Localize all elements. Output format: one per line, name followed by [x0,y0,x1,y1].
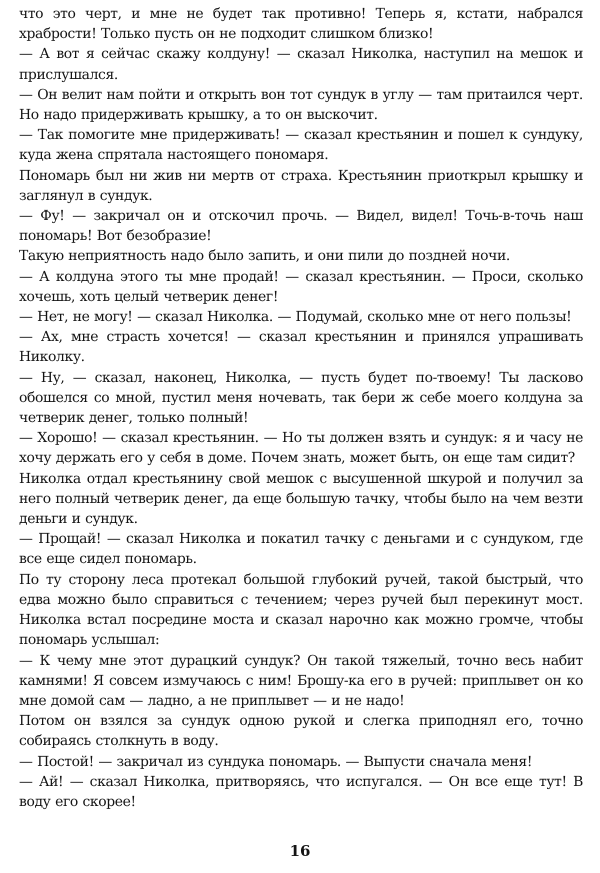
paragraph-1: что это черт, и мне не будет так противно! Теперь я, кстати, набрался храбрости! Только пусть он не подходит слишком близко! [19,6,583,43]
paragraph-10: — Ах, мне страсть хочется! — сказал крестьянин и принялся упрашивать Николку. [19,329,583,366]
paragraph-5: Пономарь был ни жив ни мертв от страха. Крестьянин приоткрыл крышку и заглянул в сундук. [19,167,583,204]
page-text [19,4,583,812]
paragraph-12: — Хорошо! — сказал крестьянин. — Но ты должен взять и сундук: я и часу не хочу держать его у себя в доме. Почем знать, может быть, он еще там сидит? [19,430,583,467]
paragraph-17: Потом он взялся за сундук одною рукой и слегка приподнял его, точно собираясь столкнуть в воду. [19,713,583,750]
paragraph-18: — Постой! — закричал из сундука пономарь. — Выпусти сначала меня! [19,753,533,770]
paragraph-16: — К чему мне этот дурацкий сундук? Он такой тяжелый, точно весь набит камнями! Я совсем измучаюсь с ним! Брошу-ка его в ручей: приплывет он ко мне домой сам — ладно, а не приплывет — и не надо! [19,652,583,709]
paragraph-3: — Он велит нам пойти и открыть вон тот сундук в углу — там притаился черт. Но надо придерживать крышку, а то он выскочит. [19,86,583,124]
paragraph-14: — Прощай! — сказал Николка и покатил тачку с деньгами и с сундуком, где все еще сидел пономарь. [19,531,583,568]
paragraph-9: — Нет, не могу! — сказал Николка. — Подумай, сколько мне от него пользы! [19,309,572,326]
paragraph-2: — А вот я сейчас скажу колдуну! — сказал Николка, наступил на мешок и прислушался. [19,46,583,83]
book-page [19,4,583,812]
paragraph-6: — Фу! — закричал он и отскочил прочь. — Видел, видел! Точь-в-точь наш пономарь! Вот безобразие! [19,208,583,245]
paragraph-4: — Так помогите мне придерживать! — сказал крестьянин и пошел к сундуку, куда жена спрятала настоящего пономаря. [19,127,583,164]
paragraph-19: — Ай! — сказал Николка, притворяясь, что испугался. — Он все еще тут! В воду его скорее! [19,773,583,810]
paragraph-15: По ту сторону леса протекал большой глубокий ручей, такой быстрый, что едва можно было справиться с течением; через ручей был перекинут мост. Николка встал посредине моста и сказал нарочно как можно громче, чтобы пономарь услышал: [19,571,583,649]
paragraph-8: — А колдуна этого ты мне продай! — сказал крестьянин. — Проси, сколько хочешь, хоть целый четверик денег! [19,268,583,305]
paragraph-11: — Ну, — сказал, наконец, Николка, — пусть будет по-твоему! Ты ласково обошелся со мной, пустил меня ночевать, так бери ж себе моего колдуна за четверик денег, только полный! [19,369,583,427]
paragraph-13: Николка отдал крестьянину свой мешок с высушенной шкурой и получил за него полный четверик денег, да еще большую тачку, чтобы было на чем везти деньги и сундук. [19,470,583,528]
page-number: 16 [289,842,311,860]
paragraph-7: Такую неприятность надо было запить, и они пили до поздней ночи. [19,248,510,265]
